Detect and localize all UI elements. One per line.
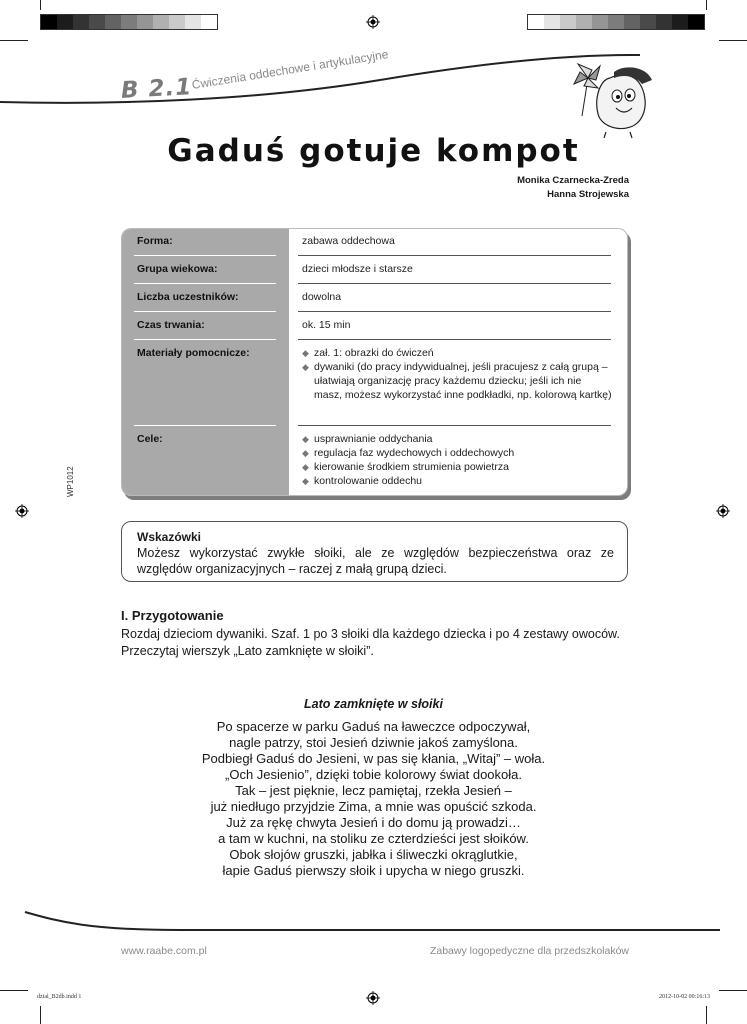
crop-mark [0, 990, 28, 991]
list-item: ◆ kierowanie środkiem strumienia powietrza [302, 461, 509, 473]
poem-line: Obok słojów gruszki, jabłka i śliweczki okrąglutkie, [229, 847, 518, 862]
section-heading: I. Przygotowanie [121, 608, 224, 623]
info-value: zabawa oddechowa [302, 235, 395, 247]
crop-mark [40, 1006, 41, 1024]
registration-mark-icon [366, 991, 380, 1005]
page-title: Gaduś gotuje kompot [167, 133, 580, 169]
info-value: ok. 15 min [302, 319, 351, 331]
crop-mark [706, 1006, 707, 1024]
footer-publication: Zabawy logopedyczne dla przedszkolaków [429, 945, 629, 957]
diamond-bullet-icon: ◆ [302, 462, 309, 472]
tip-text: Możesz wykorzystać zwykłe słoiki, ale ze względów bezpieczeństwa oraz ze względów organizacyjnych – raczej z małą grupą dzieci. [137, 546, 614, 576]
info-label: Grupa wiekowa: [137, 263, 218, 275]
footer-website: www.raabe.com.pl [121, 945, 207, 957]
crop-mark [706, 0, 707, 10]
poem-line: nagle patrzy, stoi Jesień dziwnie jakoś zamyślona. [229, 735, 518, 750]
info-label: Forma: [137, 235, 173, 247]
poem [0, 719, 747, 879]
diamond-bullet-icon: ◆ [302, 448, 309, 458]
diamond-bullet-icon: ◆ [302, 476, 309, 486]
gadus-mascot-icon [570, 58, 662, 140]
diamond-bullet-icon: ◆ [302, 434, 309, 444]
paragraph-line: Rozdaj dzieciom dywaniki. Szaf. 1 po 3 słoiki dla każdego dziecka i po 4 zestawy owoców. [121, 627, 620, 641]
side-code: WP1012 [66, 466, 75, 497]
info-label: Liczba uczestników: [137, 291, 239, 303]
registration-mark-icon [15, 504, 29, 518]
diamond-bullet-icon: ◆ [302, 348, 309, 358]
diamond-bullet-icon: ◆ [302, 362, 309, 372]
poem-line: łapie Gaduś pierwszy słoik i upycha w niego gruszki. [222, 863, 525, 878]
list-item: ◆ zał. 1: obrazki do ćwiczeń [302, 347, 434, 359]
footer-swoosh [0, 900, 747, 940]
info-value: dzieci młodsze i starsze [302, 263, 413, 275]
poem-line: Już za rękę chwyta Jesień i do domu ją prowadzi… [226, 815, 521, 830]
paragraph-line: Przeczytaj wierszyk „Lato zamknięte w słoiki”. [121, 644, 374, 658]
info-label: Materiały pomocnicze: [137, 347, 250, 359]
list-item: ◆ dywaniki (do pracy indywidualnej, jeśli pracujesz z całą grupą – ułatwiają organizację pracy każdemu dziecku; jeśli ich nie masz, możesz wykorzystać inne podkładki, np. kolorową kartkę) [302, 361, 612, 401]
poem-line: Podbiegł Gaduś do Jesieni, w pas się kłania, „Witaj” – woła. [201, 751, 546, 766]
crop-mark [719, 990, 747, 991]
info-value-list [302, 432, 612, 488]
tip-box [121, 521, 628, 582]
registration-mark-icon [366, 15, 380, 29]
section-code: B 2.1 [120, 74, 193, 104]
info-value-list [302, 346, 612, 402]
author: Hanna Strojewska [547, 189, 629, 200]
poem-line: a tam w kuchni, na stoliku ze czterdzieści jest słoików. [218, 831, 529, 846]
info-label: Cele: [137, 433, 163, 445]
poem-line: Tak – jest pięknie, lecz pamiętaj, rzekła Jesień – [235, 783, 512, 798]
color-bar-right [527, 14, 705, 30]
slug-timestamp: 2012-10-02 00:16:13 [659, 994, 710, 1000]
authors [517, 174, 629, 202]
registration-mark-icon [716, 504, 730, 518]
list-item: ◆ usprawnianie oddychania [302, 433, 433, 445]
poem-line: już niedługo przyjdzie Zima, a mnie was opuścić szkoda. [210, 799, 537, 814]
list-item: ◆ kontrolowanie oddechu [302, 475, 422, 487]
poem-title: Lato zamknięte w słoiki [304, 697, 443, 711]
color-bar-left [40, 14, 218, 30]
poem-line: „Och Jesienio”, dzięki tobie kolorowy świat dookoła. [225, 767, 522, 782]
list-item: ◆ regulacja faz wydechowych i oddechowych [302, 447, 515, 459]
info-card [121, 228, 628, 496]
info-value: dowolna [302, 291, 342, 303]
preparation-text [121, 626, 641, 660]
author: Monika Czarnecka-Zreda [517, 175, 629, 186]
poem-line: Po spacerze w parku Gaduś na ławeczce odpoczywał, [216, 719, 531, 734]
crop-mark [40, 0, 41, 10]
info-label: Czas trwania: [137, 319, 205, 331]
section-subtitle: Ćwiczenia oddechowe i artykulacyjne [190, 47, 390, 92]
tip-title: Wskazówki [137, 530, 202, 544]
slug-file: dzial_B2db.indd 1 [37, 994, 82, 1000]
